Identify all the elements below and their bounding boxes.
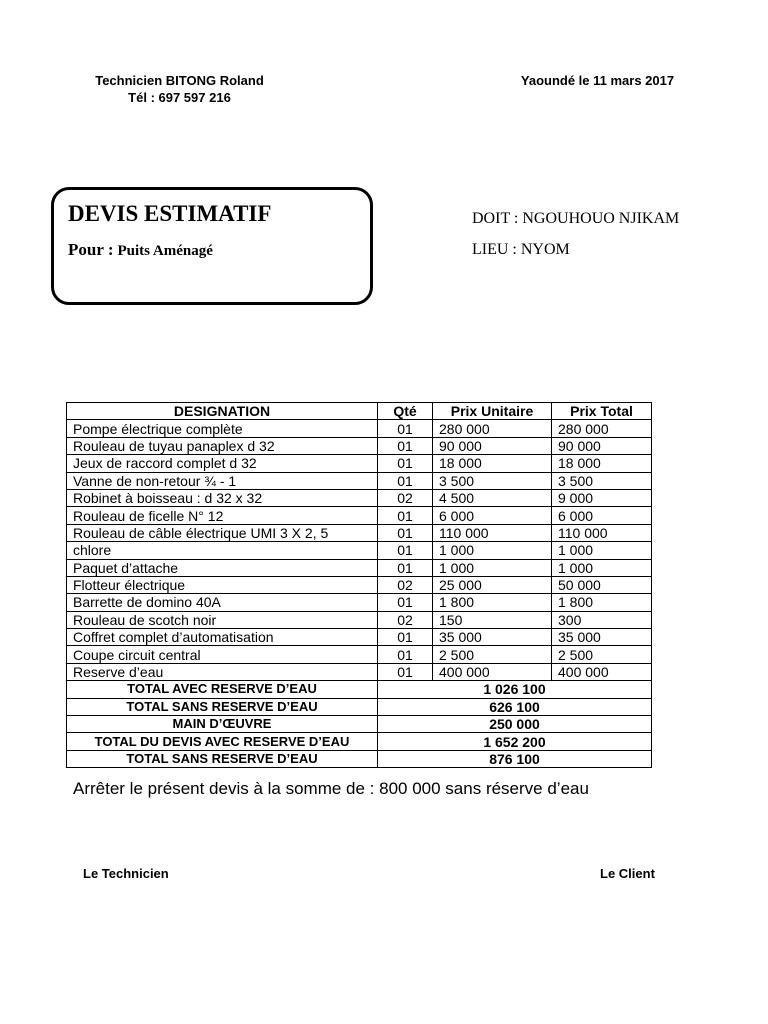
cell-designation: Vanne de non-retour ¾ - 1 [67,472,378,489]
cell-total-price: 9 000 [552,489,652,506]
cell-qty: 01 [378,524,433,541]
cell-total-price: 90 000 [552,437,652,454]
technician-header [82,72,277,106]
cell-designation: Rouleau de scotch noir [67,611,378,628]
cell-qty: 01 [378,472,433,489]
column-header-total-price: Prix Total [552,403,652,420]
cell-unit-price: 2 500 [433,646,552,663]
total-label: TOTAL AVEC RESERVE D’EAU [67,681,378,698]
total-value: 1 026 100 [378,681,652,698]
client-signature-label: Le Client [600,866,655,881]
client-doit: DOIT : NGOUHOUO NJIKAM [472,210,680,227]
column-header-unit-price: Prix Unitaire [433,403,552,420]
total-row [67,733,652,750]
cell-unit-price: 110 000 [433,524,552,541]
cell-qty: 01 [378,437,433,454]
cell-unit-price: 18 000 [433,455,552,472]
total-row [67,698,652,715]
cell-qty: 01 [378,594,433,611]
cell-unit-price: 1 000 [433,542,552,559]
cell-unit-price: 35 000 [433,629,552,646]
pour-value: Puits Aménagé [117,243,213,259]
cell-unit-price: 4 500 [433,489,552,506]
total-value: 1 652 200 [378,733,652,750]
cell-qty: 01 [378,507,433,524]
cell-qty: 01 [378,559,433,576]
cell-qty: 01 [378,455,433,472]
table-row [67,576,652,593]
cell-designation: Jeux de raccord complet d 32 [67,455,378,472]
table-row [67,629,652,646]
cell-qty: 01 [378,542,433,559]
table-row [67,542,652,559]
pour-label: Pour : [68,240,114,259]
cell-designation: Coffret complet d’automatisation [67,629,378,646]
cell-qty: 01 [378,420,433,437]
cell-designation: Robinet à boisseau : d 32 x 32 [67,489,378,506]
cell-designation: Rouleau de tuyau panaplex d 32 [67,437,378,454]
cell-total-price: 18 000 [552,455,652,472]
cell-unit-price: 150 [433,611,552,628]
cell-unit-price: 3 500 [433,472,552,489]
total-row [67,716,652,733]
cell-qty: 02 [378,489,433,506]
cell-designation: Rouleau de ficelle N° 12 [67,507,378,524]
table-row [67,489,652,506]
cell-designation: Rouleau de câble électrique UMI 3 X 2, 5 [67,524,378,541]
cell-total-price: 3 500 [552,472,652,489]
table-row [67,437,652,454]
cell-total-price: 1 800 [552,594,652,611]
amount-statement: Arrêter le présent devis à la somme de : 800 000 sans réserve d’eau [73,779,589,798]
cell-qty: 01 [378,646,433,663]
cell-qty: 01 [378,629,433,646]
table-row [67,559,652,576]
cell-unit-price: 25 000 [433,576,552,593]
table-body [67,420,652,681]
technician-signature-label: Le Technicien [83,866,169,881]
cell-designation: Barrette de domino 40A [67,594,378,611]
cell-designation: Paquet d’attache [67,559,378,576]
quote-table [66,402,652,768]
cell-total-price: 50 000 [552,576,652,593]
place-date: Yaoundé le 11 mars 2017 [520,73,675,88]
table-header-row [67,403,652,420]
cell-qty: 01 [378,663,433,680]
column-header-designation: DESIGNATION [67,403,378,420]
table-row [67,524,652,541]
cell-total-price: 1 000 [552,542,652,559]
total-value: 250 000 [378,716,652,733]
devis-purpose [68,240,213,260]
cell-total-price: 400 000 [552,663,652,680]
column-header-qty: Qté [378,403,433,420]
technician-phone: Tél : 697 597 216 [128,90,231,105]
cell-qty: 02 [378,576,433,593]
cell-unit-price: 1 800 [433,594,552,611]
total-row [67,681,652,698]
cell-total-price: 2 500 [552,646,652,663]
cell-total-price: 6 000 [552,507,652,524]
total-label: TOTAL DU DEVIS AVEC RESERVE D’EAU [67,733,378,750]
client-lieu: LIEU : NYOM [472,241,570,258]
table-row [67,594,652,611]
cell-designation: chlore [67,542,378,559]
cell-unit-price: 280 000 [433,420,552,437]
cell-designation: Reserve d’eau [67,663,378,680]
cell-total-price: 280 000 [552,420,652,437]
cell-unit-price: 90 000 [433,437,552,454]
total-label: TOTAL SANS RESERVE D’EAU [67,750,378,767]
total-value: 626 100 [378,698,652,715]
table-row [67,472,652,489]
cell-unit-price: 1 000 [433,559,552,576]
cell-total-price: 110 000 [552,524,652,541]
totals-body [67,681,652,768]
table-row [67,455,652,472]
cell-designation: Flotteur électrique [67,576,378,593]
cell-total-price: 1 000 [552,559,652,576]
cell-designation: Pompe électrique complète [67,420,378,437]
devis-title: DEVIS ESTIMATIF [68,201,272,226]
cell-total-price: 35 000 [552,629,652,646]
table-row [67,611,652,628]
table-row [67,420,652,437]
total-label: MAIN D’ŒUVRE [67,716,378,733]
devis-title-box [51,187,373,305]
table-row [67,507,652,524]
cell-total-price: 300 [552,611,652,628]
table-row [67,663,652,680]
total-value: 876 100 [378,750,652,767]
cell-designation: Coupe circuit central [67,646,378,663]
cell-unit-price: 400 000 [433,663,552,680]
total-row [67,750,652,767]
total-label: TOTAL SANS RESERVE D’EAU [67,698,378,715]
table-row [67,646,652,663]
technician-name: Technicien BITONG Roland [95,73,264,88]
cell-qty: 02 [378,611,433,628]
cell-unit-price: 6 000 [433,507,552,524]
